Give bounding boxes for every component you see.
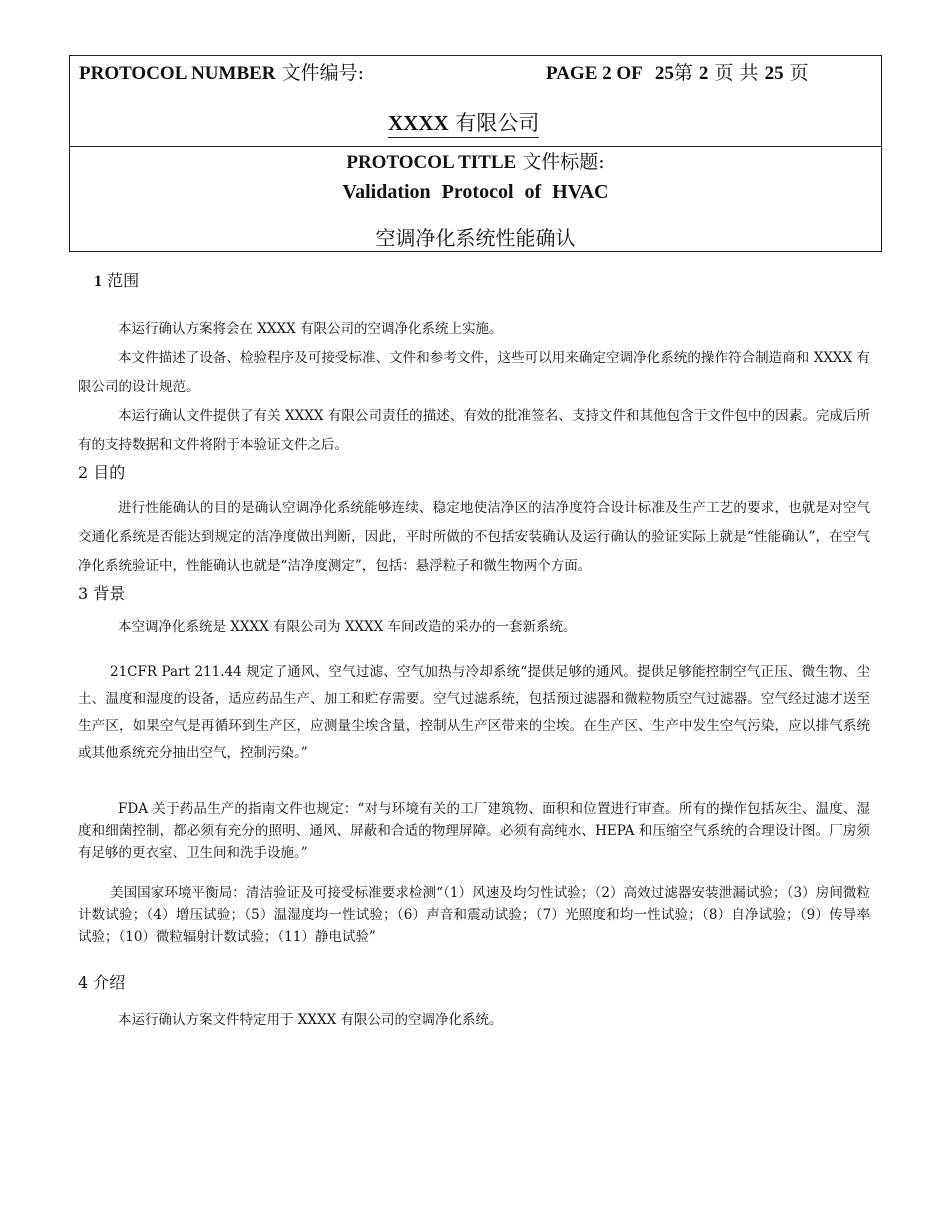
protocol-title-english: Validation Protocol of HVAC — [342, 181, 609, 203]
scope-paragraph-2: 本文件描述了设备、检验程序及可接受标准、文件和参考文件，这些可以用来确定空调净化系统的操作符合制造商和 XXXX 有限公司的设计规范。 — [78, 350, 870, 395]
protocol-number-label: PROTOCOL NUMBER 文件编号: — [79, 62, 364, 84]
page-indicator: PAGE 2 OF 25第 2 页 共 25 页 — [546, 62, 809, 84]
background-usa-paragraph: 美国国家环境平衡局：清洁验证及可接受标准要求检测“（1）风速及均匀性试验；（2）高效过滤器安装泄漏试验；（3）房间微粒计数试验；（4）增压试验；（5）温湿度均一性试验；（6）声音和震动试验；（7）光照度和均一性试验；（8）自净试验；（9）传导率试验；（10）微粒辐射计数试验；（11）静电试验” — [78, 885, 870, 945]
section-heading-introduction: 4 介绍 — [78, 973, 126, 992]
protocol-title-label: PROTOCOL TITLE 文件标题: — [346, 151, 605, 173]
document-header-box — [69, 55, 882, 252]
scope-paragraph-3: 本运行确认文件提供了有关 XXXX 有限公司责任的描述、有效的批准签名、支持文件和其他包含于文件包中的因素。完成后所有的支持数据和文件将附于本验证文件之后。 — [78, 408, 870, 453]
section-heading-purpose: 2 目的 — [78, 463, 126, 482]
background-cfr-paragraph: 21CFR Part 211.44 规定了通风、空气过滤、空气加热与冷却系统“提供足够的通风。提供足够能控制空气正压、微生物、尘土、温度和湿度的设备，适应药品生产、加工和贮存需要。空气过滤系统，包括预过滤器和微粒物质空气过滤器。空气经过滤才送至生产区，如果空气是再循环到生产区，应测量尘埃含量，控制从生产区带来的尘埃。在生产区、生产中发生空气污染，应以排气系统或其他系统充分抽出空气，控制污染。” — [78, 664, 870, 761]
header-title-row — [70, 147, 881, 252]
header-top-row — [70, 56, 881, 147]
protocol-title-chinese: 空调净化系统性能确认 — [375, 226, 576, 250]
scope-paragraph-1: 本运行确认方案将会在 XXXX 有限公司的空调净化系统上实施。 — [118, 321, 503, 337]
purpose-paragraph: 进行性能确认的目的是确认空调净化系统能够连续、稳定地使洁净区的洁净度符合设计标准及生产工艺的要求，也就是对空气交通化系统是否能达到规定的洁净度做出判断，因此，平时所做的不包括安装确认及运行确认的验证实际上就是“性能确认”，在空气净化系统验证中，性能确认也就是“洁净度测定”，包括：悬浮粒子和微生物两个方面。 — [78, 500, 870, 574]
introduction-paragraph: 本运行确认方案文件特定用于 XXXX 有限公司的空调净化系统。 — [118, 1012, 503, 1028]
section-heading-background: 3 背景 — [78, 584, 126, 603]
background-paragraph-1: 本空调净化系统是 XXXX 有限公司为 XXXX 车间改造的采办的一套新系统。 — [118, 619, 577, 635]
document-body — [78, 268, 870, 1035]
background-fda-paragraph: FDA 关于药品生产的指南文件也规定：“对与环境有关的工厂建筑物、面积和位置进行审查。所有的操作包括灰尘、温度、湿度和细菌控制，都必须有充分的照明、通风、屏蔽和合适的物理屏障。必须有高纯水、HEPA 和压缩空气系统的合理设计图。厂房须有足够的更衣室、卫生间和洗手设施。” — [78, 801, 870, 861]
section-heading-scope: 1 范围 — [94, 271, 140, 290]
company-name: XXXX 有限公司 — [388, 109, 539, 138]
